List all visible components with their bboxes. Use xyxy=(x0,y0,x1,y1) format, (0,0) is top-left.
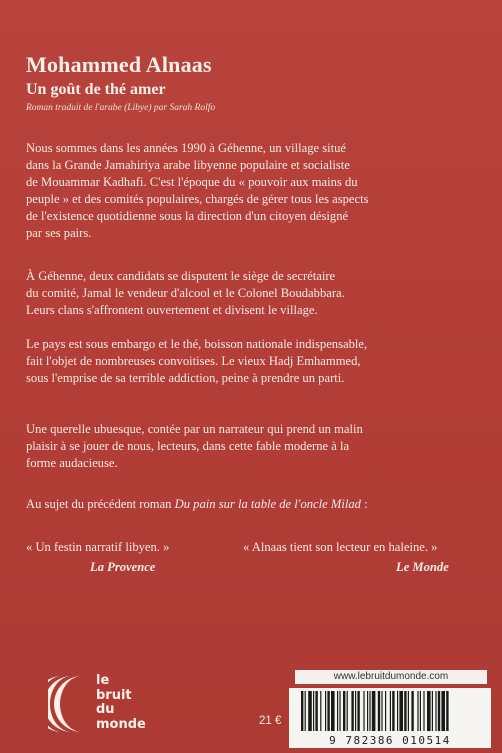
synopsis-line: À Géhenne, deux candidats se disputent le siège de secrétaire xyxy=(26,269,336,283)
barcode-bar xyxy=(417,691,418,731)
barcode-bar xyxy=(411,691,413,731)
barcode-bar xyxy=(355,691,356,731)
synopsis-line: plaisir à se jouer de nous, lecteurs, dans cette fable moderne à la xyxy=(26,439,350,453)
barcode-bar xyxy=(308,691,312,731)
barcode-bar xyxy=(441,691,445,731)
barcode-bar xyxy=(404,691,406,731)
synopsis-line: de l'existence quotidienne sous la direction d'un citoyen désigné xyxy=(26,209,349,223)
barcode-bar xyxy=(305,691,306,731)
synopsis-line: Nous sommes dans les années 1990 à Géhenne, un village situé xyxy=(26,141,347,155)
synopsis-line: Leurs clans s'affrontent ouvertement et divisent le village. xyxy=(26,303,318,317)
synopsis-line: par ses pairs. xyxy=(26,226,92,240)
press-source-2: Le Monde xyxy=(396,560,449,574)
synopsis-line: de Mouammar Kadhafi. C'est l'époque du « pouvoir aux mains du xyxy=(26,175,358,189)
synopsis-paragraph-1 xyxy=(26,140,486,242)
author-name: Mohammed Alnaas xyxy=(26,52,212,77)
synopsis-paragraph-4 xyxy=(26,421,486,472)
synopsis-line: peuple » et des comités populaires, chargés de gérer tous les aspects xyxy=(26,192,369,206)
barcode-bar xyxy=(446,691,448,731)
synopsis-line: dans la Grande Jamahiriya arabe libyenne populaire et socialiste xyxy=(26,158,350,172)
barcode-bar xyxy=(408,691,409,731)
barcode-bar xyxy=(427,691,431,731)
barcode-bar xyxy=(320,691,321,731)
barcode-bar xyxy=(390,691,391,731)
barcode-bar xyxy=(347,691,348,731)
barcode-bar xyxy=(432,691,433,731)
isbn-barcode xyxy=(289,688,491,748)
barcode-bar xyxy=(438,691,440,731)
barcode-bar xyxy=(357,691,359,731)
barcode-bar xyxy=(363,691,364,731)
previous-novel-line xyxy=(26,497,486,512)
barcode-bar xyxy=(372,691,376,731)
barcode-bar xyxy=(343,691,345,731)
barcode-bar xyxy=(385,691,386,731)
previous-novel-title: Du pain sur la table de l'oncle Milad xyxy=(174,497,361,511)
barcode-bar xyxy=(313,691,314,731)
barcode-bar xyxy=(367,691,368,731)
synopsis-paragraph-3 xyxy=(26,336,486,387)
synopsis-line: Le pays est sous embargo et le thé, boisson nationale indispensable, xyxy=(26,337,368,351)
previous-intro: Au sujet du précédent roman xyxy=(26,497,175,511)
barcode-bar xyxy=(435,691,436,731)
book-title: Un goût de thé amer xyxy=(26,81,166,98)
synopsis-paragraph-2 xyxy=(26,268,486,319)
barcode-bar xyxy=(423,691,424,731)
barcode-bars-icon xyxy=(295,691,485,733)
publisher-url: www.lebruitdumonde.com xyxy=(295,670,487,684)
publisher-logo-mark-icon xyxy=(48,672,92,736)
isbn-number: 9 782386 010514 xyxy=(329,734,451,747)
synopsis-line: sous l'emprise de sa terrible addiction, peine à prendre un parti. xyxy=(26,371,345,385)
previous-suffix: : xyxy=(360,497,368,511)
barcode-bar xyxy=(331,691,335,731)
synopsis-line: du comité, Jamal le vendeur d'alcool et le Colonel Boudabbara. xyxy=(26,286,345,300)
barcode-bar xyxy=(327,691,329,731)
translator-line: Roman traduit de l'arabe (Libye) par Sarah Rolfo xyxy=(26,103,216,113)
barcode-bar xyxy=(381,691,382,731)
barcode-bar xyxy=(325,691,326,731)
barcode-bar xyxy=(420,691,421,731)
logo-word: monde xyxy=(96,716,146,732)
barcode-bar xyxy=(399,691,403,731)
logo-word: bruit xyxy=(96,687,132,703)
barcode-bar xyxy=(397,691,398,731)
publisher-logo xyxy=(48,672,158,742)
barcode-bar xyxy=(392,691,394,731)
barcode-bar xyxy=(301,691,303,731)
barcode-bar xyxy=(315,691,317,731)
synopsis-line: fait l'objet de nombreuses convoitises. Le vieux Hadj Emhammed, xyxy=(26,354,361,368)
barcode-bar xyxy=(337,691,338,731)
barcode-bar xyxy=(339,691,340,731)
press-quote-2: « Alnaas tient son lecteur en haleine. » xyxy=(243,540,438,554)
barcode-bar xyxy=(378,691,380,731)
barcode-bar xyxy=(369,691,370,731)
price-label: 21 € xyxy=(259,715,282,727)
press-quote-1: « Un festin narratif libyen. » xyxy=(26,540,170,554)
logo-word: le xyxy=(96,673,110,688)
press-source-1: La Provence xyxy=(90,560,156,574)
synopsis-line: forme audacieuse. xyxy=(26,456,118,470)
synopsis-line: Une querelle ubuesque, contée par un narrateur qui prend un malin xyxy=(26,422,363,436)
logo-word: du xyxy=(96,702,115,717)
publisher-logo-wordmark xyxy=(96,674,146,732)
barcode-bar xyxy=(351,691,353,731)
